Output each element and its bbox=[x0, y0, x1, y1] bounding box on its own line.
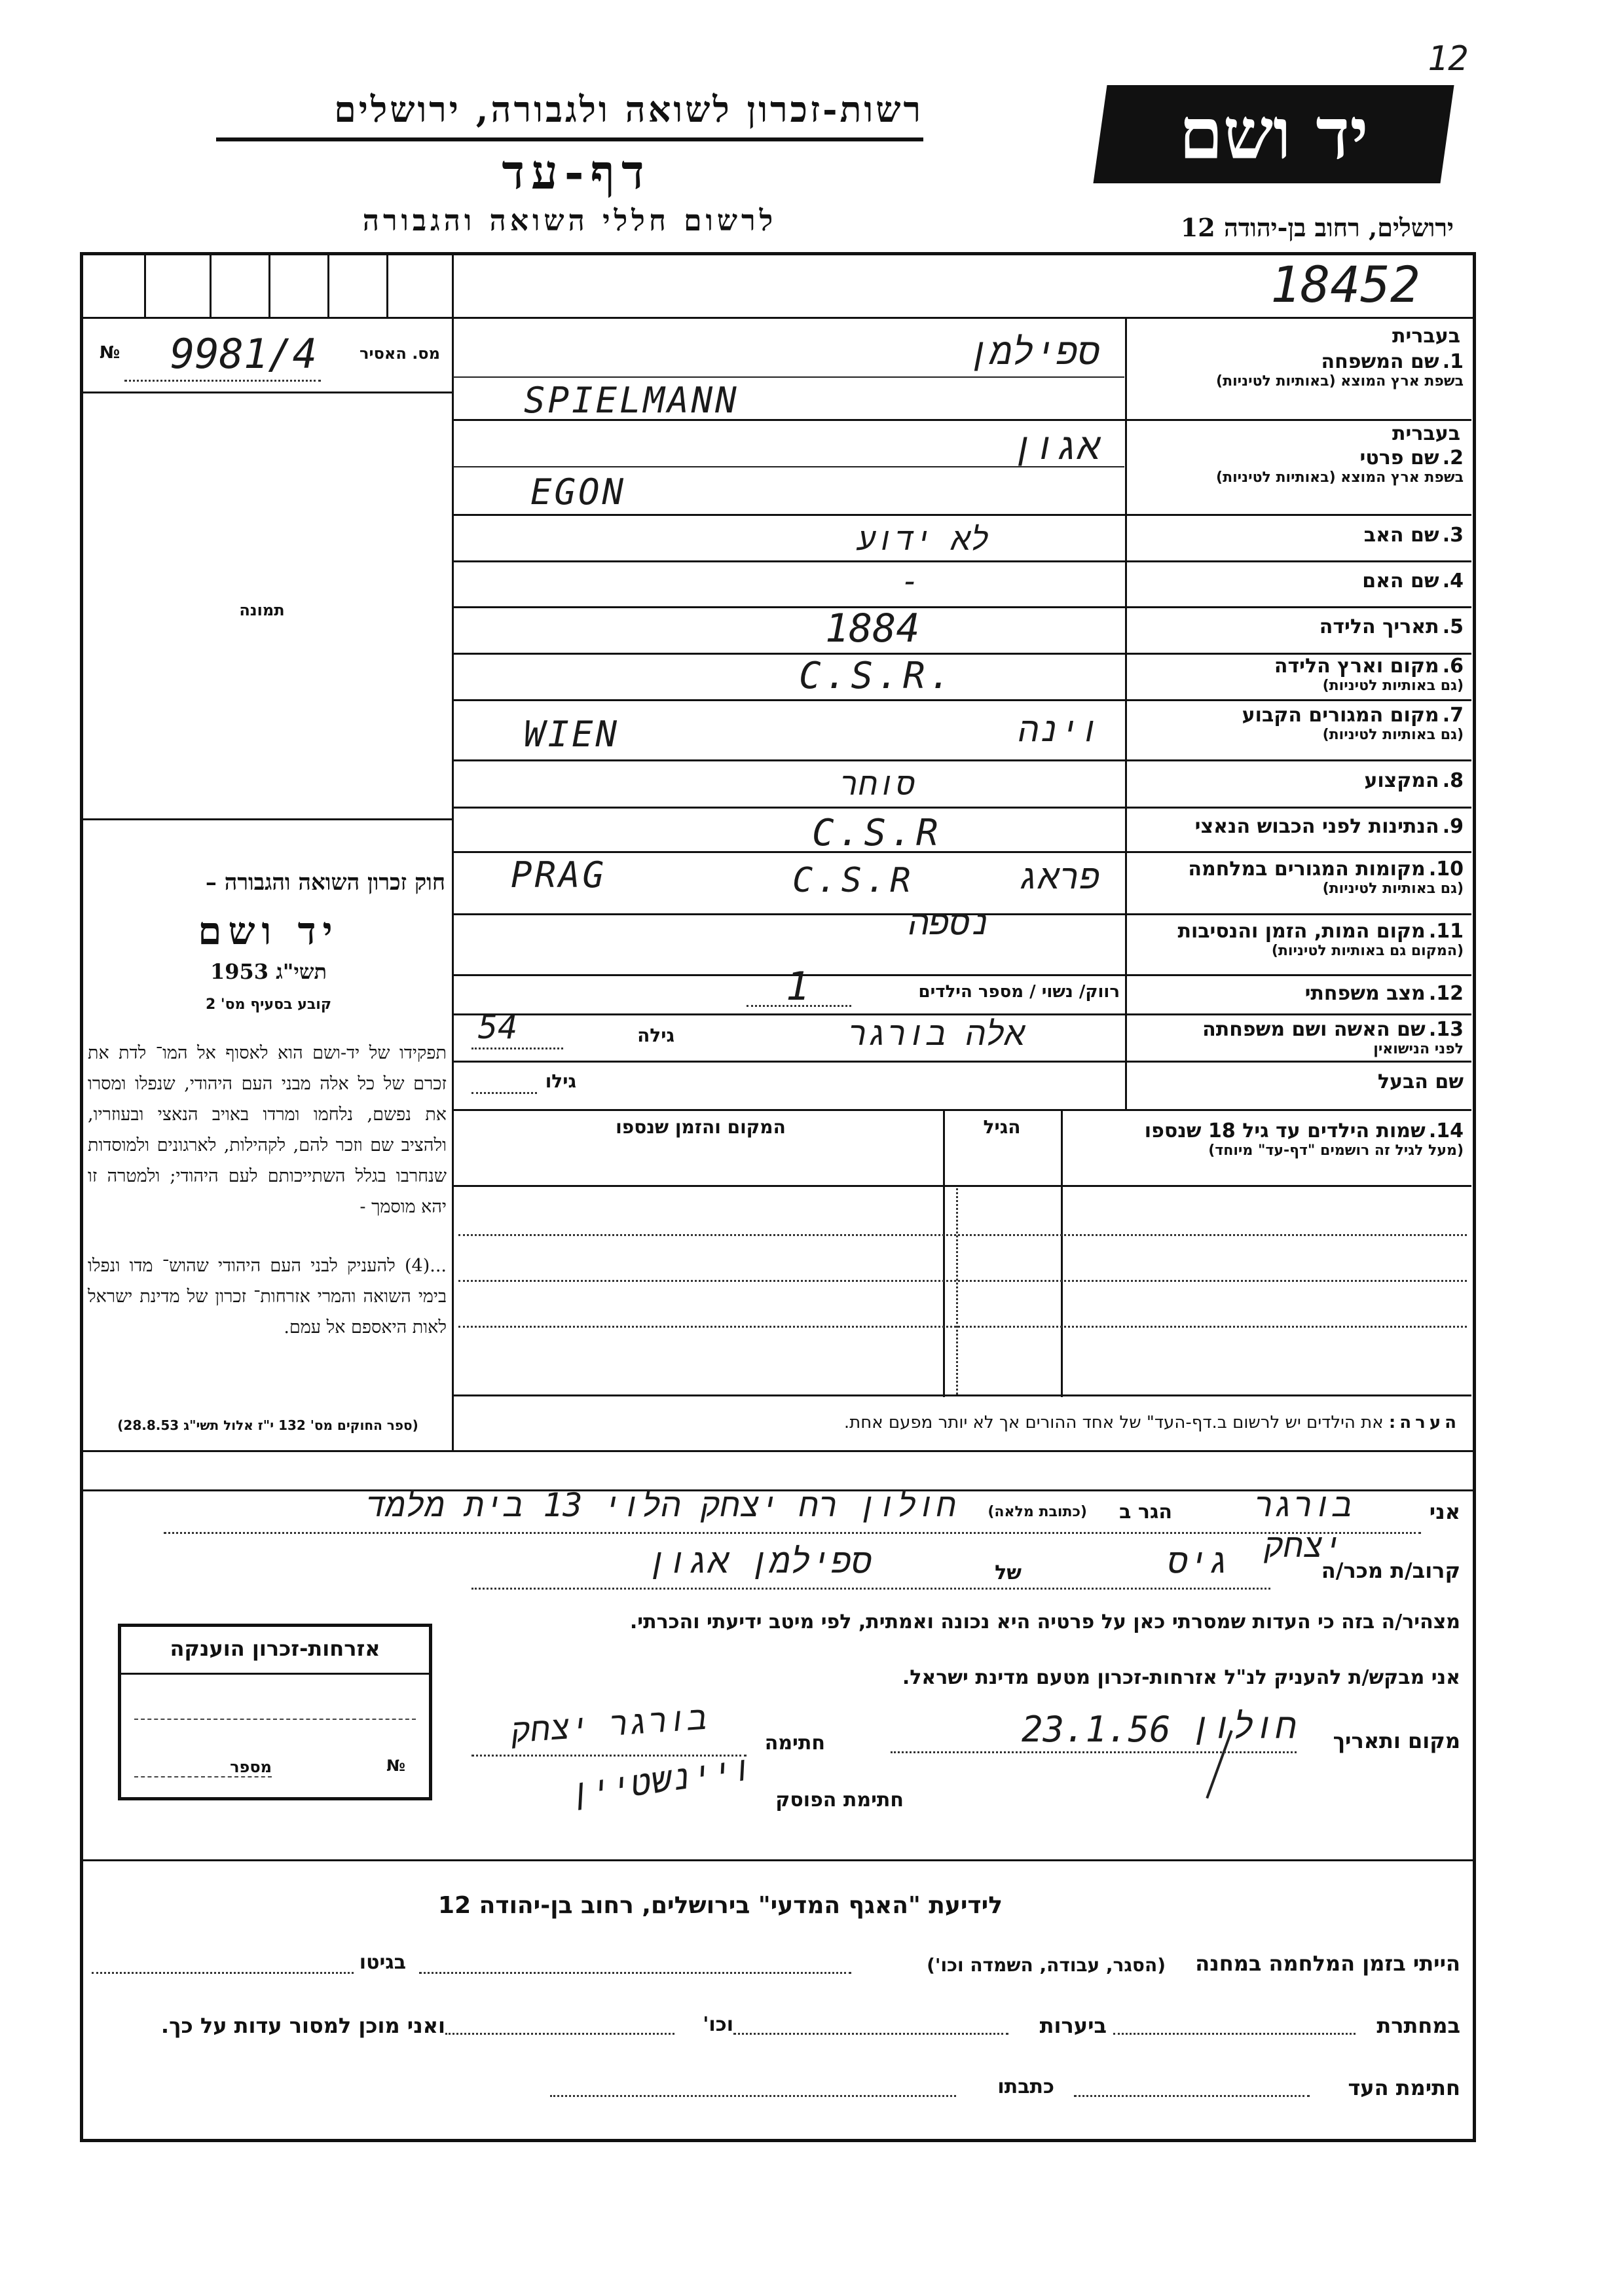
footer-line1-start: הייתי בזמן המלחמה במחנה bbox=[1195, 1951, 1460, 1976]
field-2-hebrew: אגון bbox=[1012, 426, 1100, 468]
field-5-label: 5. תאריך הלידה bbox=[1319, 615, 1464, 638]
footer-line2-c: וכו' bbox=[703, 2013, 733, 2036]
officer-label: חתימת הפוסק bbox=[775, 1789, 904, 1812]
header-address: ירושלים, רחוב בן-יהודה 12 bbox=[1180, 213, 1454, 242]
field-13-age-label: גילה bbox=[637, 1025, 674, 1046]
field-10-latin: PRAG bbox=[511, 854, 607, 896]
photo-label: תמונה bbox=[239, 601, 285, 619]
signature-label: חתימה bbox=[764, 1732, 825, 1755]
field-13-label: 13. שם האשה ושם משפחתה לפני הנישואין bbox=[1202, 1018, 1464, 1057]
field-2-label: 2. שם פרטי בשפת ארץ המוצא (באותיות לטיניות) bbox=[1216, 446, 1464, 486]
field-7-label: 7. מקום המגורים הקבוע (גם באותיות לטיניות) bbox=[1242, 704, 1464, 743]
footer-line3-b: כתבתו bbox=[997, 2075, 1054, 2098]
org-heading: רשות-זכרון לשואה ולגבורה, ירושלים bbox=[334, 88, 923, 130]
field-11-label: 11. מקום המות, הזמן והנסיבות (המקום גם באותיות לטיניות) bbox=[1177, 920, 1464, 959]
field-1-hebrew: ספילמן bbox=[968, 331, 1100, 373]
yad-vashem-logo: יד ושם bbox=[1093, 85, 1454, 183]
children-label: 14. שמות הילדים עד גיל 18 שנספו (מעל לגיל זה רושמים "דף-עד" מיוחד) bbox=[1144, 1120, 1464, 1159]
children-age-header: הגיל bbox=[983, 1116, 1021, 1138]
field-13-age: 54 bbox=[478, 1008, 518, 1046]
relation-value: גיס bbox=[1168, 1542, 1229, 1581]
field-1-label: 1. שם המשפחה בשפת ארץ המוצא (באותיות לטיניות) bbox=[1216, 350, 1464, 390]
field-9-label: 9. הנתינות לפני הכבוש הנאצי bbox=[1194, 815, 1464, 838]
declarant-resides: הגר ב bbox=[1119, 1501, 1172, 1523]
of-name: ספילמן אגון bbox=[647, 1542, 872, 1581]
footer-line1-end: בגיטו bbox=[359, 1951, 406, 1974]
children-note: הערה: את הילדים יש לרשום ב.דף-העד" של אחד ההורים אך לא יותר מפעם אחת. bbox=[843, 1413, 1460, 1432]
footer-heading: לידיעת "האגף המדעי" בירושלים, רחוב בן-יהודה 12 bbox=[438, 1892, 1003, 1919]
field-5-value: 1884 bbox=[825, 606, 920, 651]
of-label: של bbox=[995, 1561, 1022, 1584]
form-subtitle: לרשום חללי השואה והגבורה bbox=[362, 204, 777, 238]
field-8-label: 8. המקצוע bbox=[1364, 769, 1464, 792]
field-6-value: C.S.R. bbox=[799, 655, 955, 697]
field-10-hebrew: פראג bbox=[1018, 858, 1100, 897]
memorial-box-title: אזרחות-זכרון הוענקה bbox=[170, 1636, 380, 1661]
declarant-name: בורגר יצחק bbox=[1253, 1486, 1353, 1565]
officer-signature: ויינשטיין bbox=[567, 1748, 756, 1813]
footer-line2-d: ואני מוכן למסור עדות על כך. bbox=[160, 2013, 445, 2038]
hebrew-label-1: בעברית bbox=[1392, 325, 1460, 348]
corner-mark: 12 bbox=[1428, 39, 1469, 79]
request-text: אני מבקש/ת להעניק לנ"ל אזרחות-זכרון מטעם מדינת ישראל. bbox=[902, 1666, 1460, 1689]
law-paragraph-1: תפקידו של יד-ושם הוא לאסוף אל המו־ לדת את זכרם של כל אלה מבני העם היהודי, שנפלו ומסרו את נפשם, נלחמו ומרדו באויב הנאצי ובעוזריו, ולהציב שם וזכר להם, לקהילות, לארגונים ולמוסדות שנחרבו בגלל השתייכותם לעם היהודי; ולמטרה זו יהא מוסמך - bbox=[88, 1043, 447, 1217]
field-10-extra: C.S.R bbox=[792, 861, 915, 900]
field-7-latin: WIEN bbox=[524, 714, 620, 755]
record-number: 18452 bbox=[1270, 255, 1420, 314]
field-11-value: נספה bbox=[908, 903, 991, 943]
footer-line3-a: חתימת העד bbox=[1348, 2075, 1460, 2100]
field-9-value: C.S.R bbox=[812, 812, 942, 854]
place-date-label: מקום ותאריך bbox=[1333, 1728, 1460, 1753]
law-paragraph-2: ...(4) להעניק לבני העם היהודי שהוש־ מדו ונפלו בימי השואה והמרי אזרחות־ זכרון של מדינת ישראל לאות היאספם אל עמם. bbox=[88, 1256, 447, 1338]
field-4-label: 4. שם האם bbox=[1362, 570, 1464, 592]
field-12-value: 1 bbox=[786, 964, 810, 1010]
hebrew-label-2: בעברית bbox=[1392, 422, 1460, 445]
file-number-row: № 9981/4 מס. האסיר bbox=[100, 330, 440, 378]
footer-line2-b: ביערות bbox=[1039, 2013, 1107, 2038]
children-place-header: המקום והזמן שנספו bbox=[616, 1116, 786, 1138]
field-7-hebrew: וינה bbox=[1018, 710, 1100, 750]
law-section: קובע בסעיף מס' 2 bbox=[205, 996, 332, 1013]
declarant-address-hint: (כתובת מלאה) bbox=[987, 1504, 1087, 1520]
footer-line1-hint: (הסגר, עבודה, השמדה וכו') bbox=[927, 1954, 1166, 1976]
field-8-value: סוחר bbox=[840, 766, 915, 803]
law-title: חוק זכרון השואה והגבורה – bbox=[205, 869, 445, 896]
field-3-value: לא ידוע bbox=[857, 521, 989, 558]
form-title: דף-עד bbox=[502, 144, 651, 200]
law-name: יד ושם bbox=[198, 909, 339, 953]
declaration-text: מצהיר/ה בזה כי העדות שמסרתי כאן על פרטיה היא נכונה ואמתית, לפי מיטב ידיעתי והכרתי. bbox=[629, 1611, 1460, 1633]
field-13-value: אלה בורגר bbox=[847, 1015, 1025, 1053]
field-10-label: 10. מקומות המגורים במלחמה (גם באותיות לטיניות) bbox=[1188, 858, 1464, 897]
file-number-value: 9981/4 bbox=[170, 330, 317, 378]
law-year: תשי"ג 1953 bbox=[210, 959, 327, 984]
date-value: 23.1.56 bbox=[1022, 1709, 1171, 1750]
field-1-latin: SPIELMANN bbox=[524, 380, 739, 421]
relative-label: קרוב/ת מכר/ה bbox=[1321, 1558, 1460, 1583]
field-12-inline: רווק/ נשוי / מספר הילדים bbox=[918, 982, 1120, 1002]
org-underline bbox=[216, 137, 923, 141]
field-4-value: - bbox=[900, 563, 920, 600]
husband-label: שם הבעל bbox=[1377, 1070, 1464, 1093]
declarant-signature: בורגר יצחק bbox=[509, 1698, 709, 1751]
footer-line2-a: במחתרת bbox=[1376, 2013, 1460, 2038]
place-value: חולון bbox=[1190, 1705, 1297, 1747]
declarant-ani: אני bbox=[1429, 1499, 1460, 1524]
memorial-citizenship-box: אזרחות-זכרון הוענקה מספר № bbox=[118, 1624, 432, 1800]
declarant-address: חולון רח יצחק הלוי 13 בית מלמד bbox=[366, 1486, 956, 1524]
field-2-latin: EGON bbox=[530, 471, 627, 513]
field-3-label: 3. שם האב bbox=[1363, 524, 1464, 547]
field-6-label: 6. מקום וארץ הלידה (גם באותיות לטיניות) bbox=[1274, 655, 1464, 694]
law-reference: (ספר החוקים מס' 132 י"ז אלול תשי"ג 28.8.53) bbox=[117, 1417, 418, 1433]
field-12-label: 12. מצב משפחתי bbox=[1304, 982, 1464, 1005]
husband-age-label: גילו bbox=[545, 1070, 576, 1092]
